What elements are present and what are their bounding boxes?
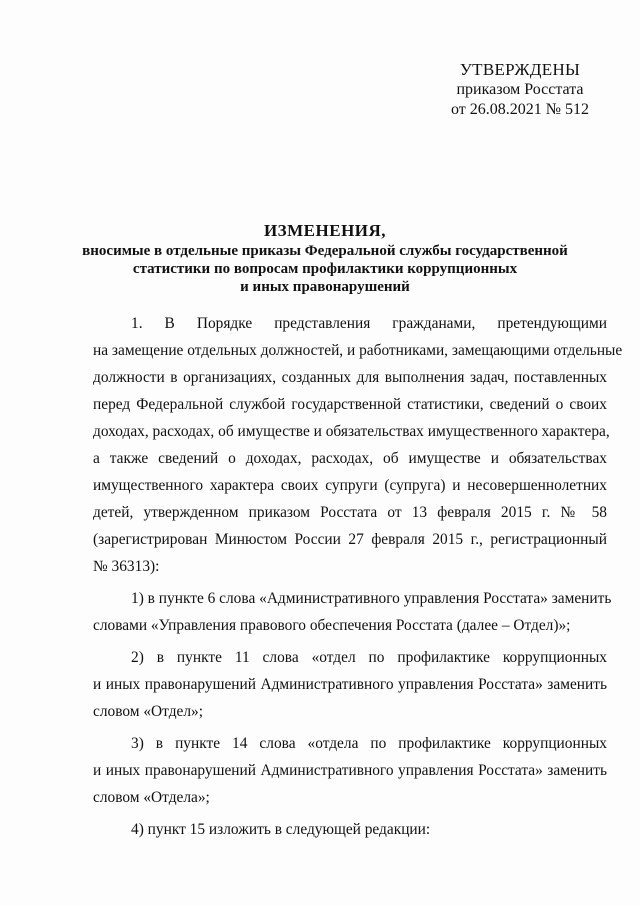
paragraph-1: [93, 310, 623, 580]
text-line: доходах, расходах, об имуществе и обязательствах имущественного характера,: [93, 423, 610, 440]
document-heading: [60, 220, 590, 296]
paragraph-2: [93, 585, 612, 639]
approval-stamp: [440, 60, 600, 120]
text-line: на замещение отдельных должностей, и работниками, замещающими отдельные: [93, 342, 623, 359]
heading-title: ИЗМЕНЕНИЯ,: [263, 221, 387, 240]
text-line: 1. В Порядке представления гражданами, претендующими: [131, 315, 607, 332]
paragraph-4: [93, 730, 607, 811]
heading-subtitle-line-3: и иных правонарушений: [240, 279, 410, 295]
text-line: имущественного характера своих супруги (супруга) и несовершеннолетних: [93, 477, 607, 494]
text-line: 3) в пункте 14 слова «отдела по профилактике коррупционных: [131, 735, 607, 752]
text-line: словом «Отдела»;: [93, 789, 210, 806]
document-body: [93, 310, 623, 843]
heading-subtitle-line-2: статистики по вопросам профилактики коррупционных: [132, 261, 518, 277]
text-line: 4) пункт 15 изложить в следующей редакции:: [131, 821, 431, 838]
paragraph-5: [93, 816, 607, 843]
approval-title: УТВЕРЖДЕНЫ: [459, 60, 581, 79]
paragraph-3: [93, 644, 607, 725]
text-line: перед Федеральной службой государственной статистики, сведений о своих: [93, 396, 607, 413]
approval-order-line: приказом Росстата: [456, 81, 584, 98]
text-line: 1) в пункте 6 слова «Административного управления Росстата» заменить: [131, 590, 612, 607]
heading-subtitle-line-1: вносимые в отдельные приказы Федеральной службы государственной: [82, 243, 568, 259]
text-line: 2) в пункте 11 слова «отдел по профилактике коррупционных: [131, 649, 607, 666]
approval-date-line: от 26.08.2021 № 512: [450, 101, 590, 118]
text-line: № 36313):: [93, 558, 160, 575]
text-line: словами «Управления правового обеспечения Росстата (далее – Отдел)»;: [93, 617, 571, 634]
text-line: словом «Отдел»;: [93, 703, 204, 720]
text-line: а также сведений о доходах, расходах, об имуществе и обязательствах: [93, 450, 607, 467]
text-line: детей, утвержденном приказом Росстата от 13 февраля 2015 г. № 58: [93, 504, 607, 521]
text-line: (зарегистрирован Минюстом России 27 февраля 2015 г., регистрационный: [93, 531, 607, 548]
text-line: должности в организациях, созданных для выполнения задач, поставленных: [93, 369, 607, 386]
text-line: и иных правонарушений Административного управления Росстата» заменить: [93, 676, 607, 693]
text-line: и иных правонарушений Административного управления Росстата» заменить: [93, 762, 607, 779]
